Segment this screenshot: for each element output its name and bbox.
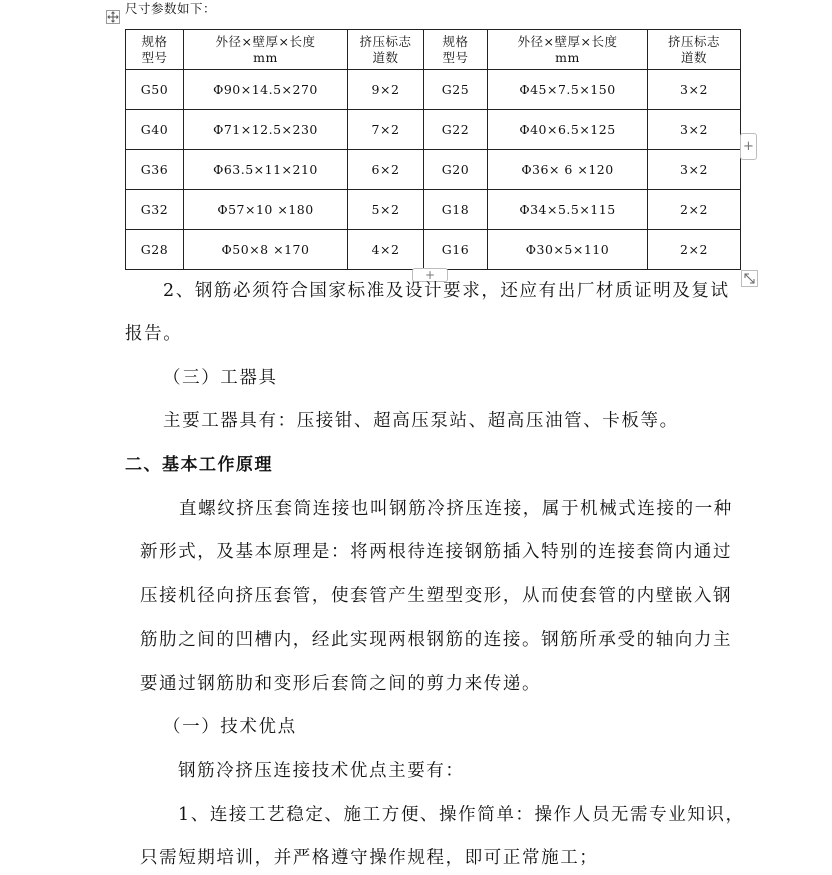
table-cell[interactable]: Φ50×8 ×170 <box>184 230 348 270</box>
table-cell[interactable]: G36 <box>126 150 184 190</box>
table-cell[interactable]: 2×2 <box>648 190 741 230</box>
paragraph-line: 压接机径向挤压套管，使套管产生塑型变形，从而使套管的内壁嵌入钢 <box>140 586 733 606</box>
table-cell[interactable]: G40 <box>126 110 184 150</box>
table-cell[interactable]: Φ30×5×110 <box>488 230 648 270</box>
add-row-button[interactable]: + <box>412 268 448 282</box>
subheading-tools: （三）工器具 <box>163 368 278 388</box>
table-cell[interactable]: 2×2 <box>648 230 741 270</box>
header-cell: 规格 型号 <box>424 30 488 70</box>
header-cell: 外径×壁厚×长度 mm <box>488 30 648 70</box>
table-cell[interactable]: Φ63.5×11×210 <box>184 150 348 190</box>
table-cell[interactable]: Φ71×12.5×230 <box>184 110 348 150</box>
intro-text: 尺寸参数如下： <box>125 1 217 16</box>
table-cell[interactable]: Φ90×14.5×270 <box>184 70 348 110</box>
table-cell[interactable]: 6×2 <box>348 150 424 190</box>
table-cell[interactable]: Φ57×10 ×180 <box>184 190 348 230</box>
table-cell[interactable]: G25 <box>424 70 488 110</box>
table-move-handle[interactable] <box>106 10 120 24</box>
add-column-button[interactable]: + <box>740 133 757 160</box>
move-icon <box>107 11 119 23</box>
header-cell: 挤压标志 道数 <box>648 30 741 70</box>
table-cell[interactable]: G50 <box>126 70 184 110</box>
table-cell[interactable]: Φ45×7.5×150 <box>488 70 648 110</box>
paragraph-line: 1、连接工艺稳定、施工方便、操作简单：操作人员无需专业知识， <box>178 805 745 825</box>
table-cell[interactable]: Φ40×6.5×125 <box>488 110 648 150</box>
table-cell[interactable]: 7×2 <box>348 110 424 150</box>
paragraph-line: 要通过钢筋肋和变形后套筒之间的剪力来传递。 <box>140 674 542 694</box>
paragraph-line: 筋肋之间的凹槽内，经此实现两根钢筋的连接。钢筋所承受的轴向力主 <box>140 630 733 650</box>
section-heading: 二、基本工作原理 <box>125 455 273 475</box>
table-resize-handle[interactable] <box>741 270 758 287</box>
paragraph-line: 新形式，及基本原理是：将两根待连接钢筋插入特别的连接套筒内通过 <box>140 542 733 562</box>
header-cell: 外径×壁厚×长度 mm <box>184 30 348 70</box>
paragraph-line: 直螺纹挤压套筒连接也叫钢筋冷挤压连接，属于机械式连接的一种 <box>179 499 733 519</box>
paragraph-line: 钢筋冷挤压连接技术优点主要有： <box>178 761 465 781</box>
resize-icon <box>742 271 757 286</box>
table-cell[interactable]: 9×2 <box>348 70 424 110</box>
paragraph-line: 报告。 <box>125 324 183 344</box>
table-row <box>126 110 741 150</box>
table-cell[interactable]: G16 <box>424 230 488 270</box>
table-cell[interactable]: G20 <box>424 150 488 190</box>
table-cell[interactable]: G32 <box>126 190 184 230</box>
table-row <box>126 230 741 270</box>
paragraph-line: 2、钢筋必须符合国家标准及设计要求，还应有出厂材质证明及复试 <box>163 281 730 301</box>
table-cell[interactable]: 3×2 <box>648 150 741 190</box>
table-row <box>126 190 741 230</box>
table-cell[interactable]: G28 <box>126 230 184 270</box>
table-cell[interactable]: 4×2 <box>348 230 424 270</box>
table-cell[interactable]: 3×2 <box>648 70 741 110</box>
subheading-advantages: （一）技术优点 <box>163 717 297 737</box>
table-cell[interactable]: Φ36× 6 ×120 <box>488 150 648 190</box>
header-cell: 规格 型号 <box>126 30 184 70</box>
table-cell[interactable]: Φ34×5.5×115 <box>488 190 648 230</box>
table-cell[interactable]: G22 <box>424 110 488 150</box>
spec-table <box>125 29 741 270</box>
paragraph-line: 只需短期培训，并严格遵守操作规程，即可正常施工； <box>140 848 599 868</box>
header-cell: 挤压标志 道数 <box>348 30 424 70</box>
table-row <box>126 150 741 190</box>
paragraph-line: 主要工器具有：压接钳、超高压泵站、超高压油管、卡板等。 <box>163 411 679 431</box>
table-cell[interactable]: 3×2 <box>648 110 741 150</box>
table-header-row <box>126 30 741 70</box>
table-row <box>126 70 741 110</box>
table-cell[interactable]: G18 <box>424 190 488 230</box>
table-cell[interactable]: 5×2 <box>348 190 424 230</box>
